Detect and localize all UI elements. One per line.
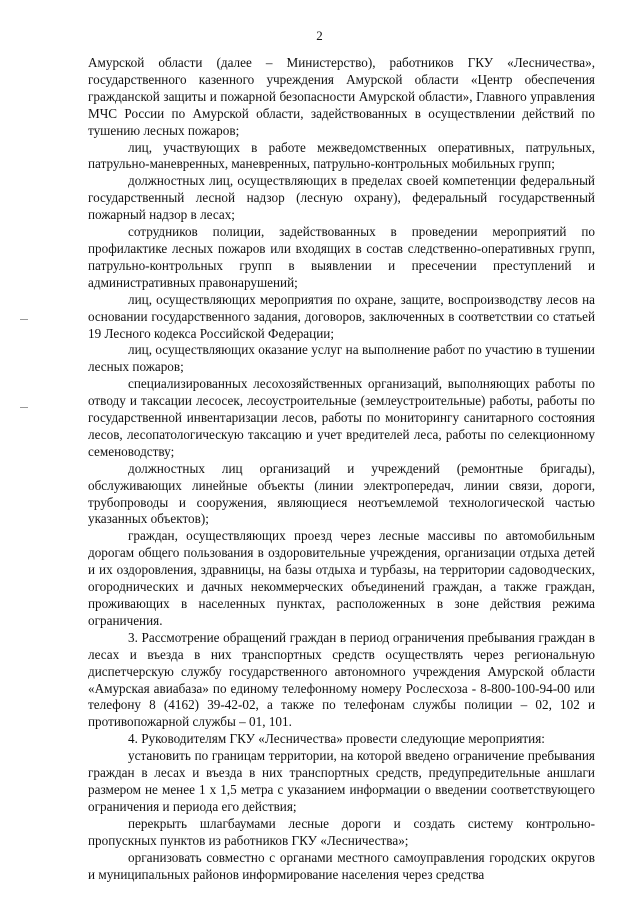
margin-mark bbox=[20, 407, 28, 408]
list-item-paragraph: должностных лиц, осуществляющих в пределах своей компетенции федеральный государственный лесной надзор (лесную охрану), федеральный государственный пожарный надзор в лесах; bbox=[88, 173, 595, 223]
paragraph-continuation: Амурской области (далее – Министерство), работников ГКУ «Лесничества», государственного казенного учреждения Амурской области «Центр обеспечения гражданской защиты и пожарной безопасности Амурской области», Главного управления МЧС России по Амурской области, задействованных в осуществлении действий по тушению лесных пожаров; bbox=[88, 55, 595, 138]
list-item-paragraph: лиц, осуществляющих мероприятия по охране, защите, воспроизводству лесов на основании государственного задания, договоров, заключенных в соответствии со статьей 19 Лесного кодекса Российской Федерации; bbox=[88, 291, 595, 341]
list-item-paragraph: лиц, участвующих в работе межведомственных оперативных, патрульных, патрульно-маневренных, маневренных, патрульно-контрольных мобильных групп; bbox=[88, 139, 595, 172]
margin-mark bbox=[20, 319, 28, 320]
list-item-paragraph: лиц, осуществляющих оказание услуг на выполнение работ по участию в тушении лесных пожаров; bbox=[88, 342, 595, 375]
list-item-paragraph: специализированных лесохозяйственных организаций, выполняющих работы по отводу и таксации лесосек, лесоустроительные (землеустроительные) работы, работы по государственной инвентаризации лесов, работы по мониторингу санитарного состояния лесов, лесопатологическую таксацию и учет вредителей леса, работы по селекционному семеноводству; bbox=[88, 376, 595, 459]
list-item-paragraph: сотрудников полиции, задействованных в проведении мероприятий по профилактике лесных пожаров или входящих в состав следственно-оперативных групп, патрульно-контрольных групп в выявлении и пресечении преступлений и административных правонарушений; bbox=[88, 224, 595, 290]
list-item-paragraph: установить по границам территории, на которой введено ограничение пребывания граждан в лесах и въезда в них транспортных средств, предупредительные аншлаги размером не менее 1 х 1,5 метра с указанием информации о введении соответствующего ограничения и периода его действия; bbox=[88, 748, 595, 814]
list-item-paragraph: должностных лиц организаций и учреждений (ремонтные бригады), обслуживающих линейные объекты (линии электропередач, линии связи, дороги, трубопроводы и сооружения, являющиеся неотъемлемой технологической частью указанных объектов); bbox=[88, 460, 595, 527]
list-item-paragraph: граждан, осуществляющих проезд через лесные массивы по автомобильным дорогам общего пользования в оздоровительные учреждения, организации отдыха детей и их оздоровления, здравницы, на базы отдыха и турбазы, на территории садоводческих, огороднических и дачных некоммерческих объединений граждан, а также граждан, проживающих в населенных пунктах, расположенных в зоне действия режима ограничения. bbox=[88, 528, 595, 628]
numbered-paragraph-4: 4. Руководителям ГКУ «Лесничества» провести следующие мероприятия: bbox=[128, 731, 545, 747]
list-item-paragraph: организовать совместно с органами местного самоуправления городских округов и муниципальных районов информирование населения через средства bbox=[88, 849, 595, 882]
page-number: 2 bbox=[316, 28, 323, 43]
list-item-paragraph: перекрыть шлагбаумами лесные дороги и создать систему контрольно-пропускных пунктов из работников ГКУ «Лесничества»; bbox=[88, 815, 595, 848]
document-body bbox=[88, 55, 595, 883]
numbered-paragraph-3: 3. Рассмотрение обращений граждан в период ограничения пребывания граждан в лесах и въезда в них транспортных средств осуществлять через региональную диспетчерскую службу государственного автономного учреждения Амурской области «Амурская авиабаза» по единому телефонному номеру Рослесхоза - 8-800-100-94-00 или телефону 8 (4162) 39-42-02, а также по телефонам службы полиции – 02, 102 и противопожарной службы – 01, 101. bbox=[88, 629, 595, 730]
